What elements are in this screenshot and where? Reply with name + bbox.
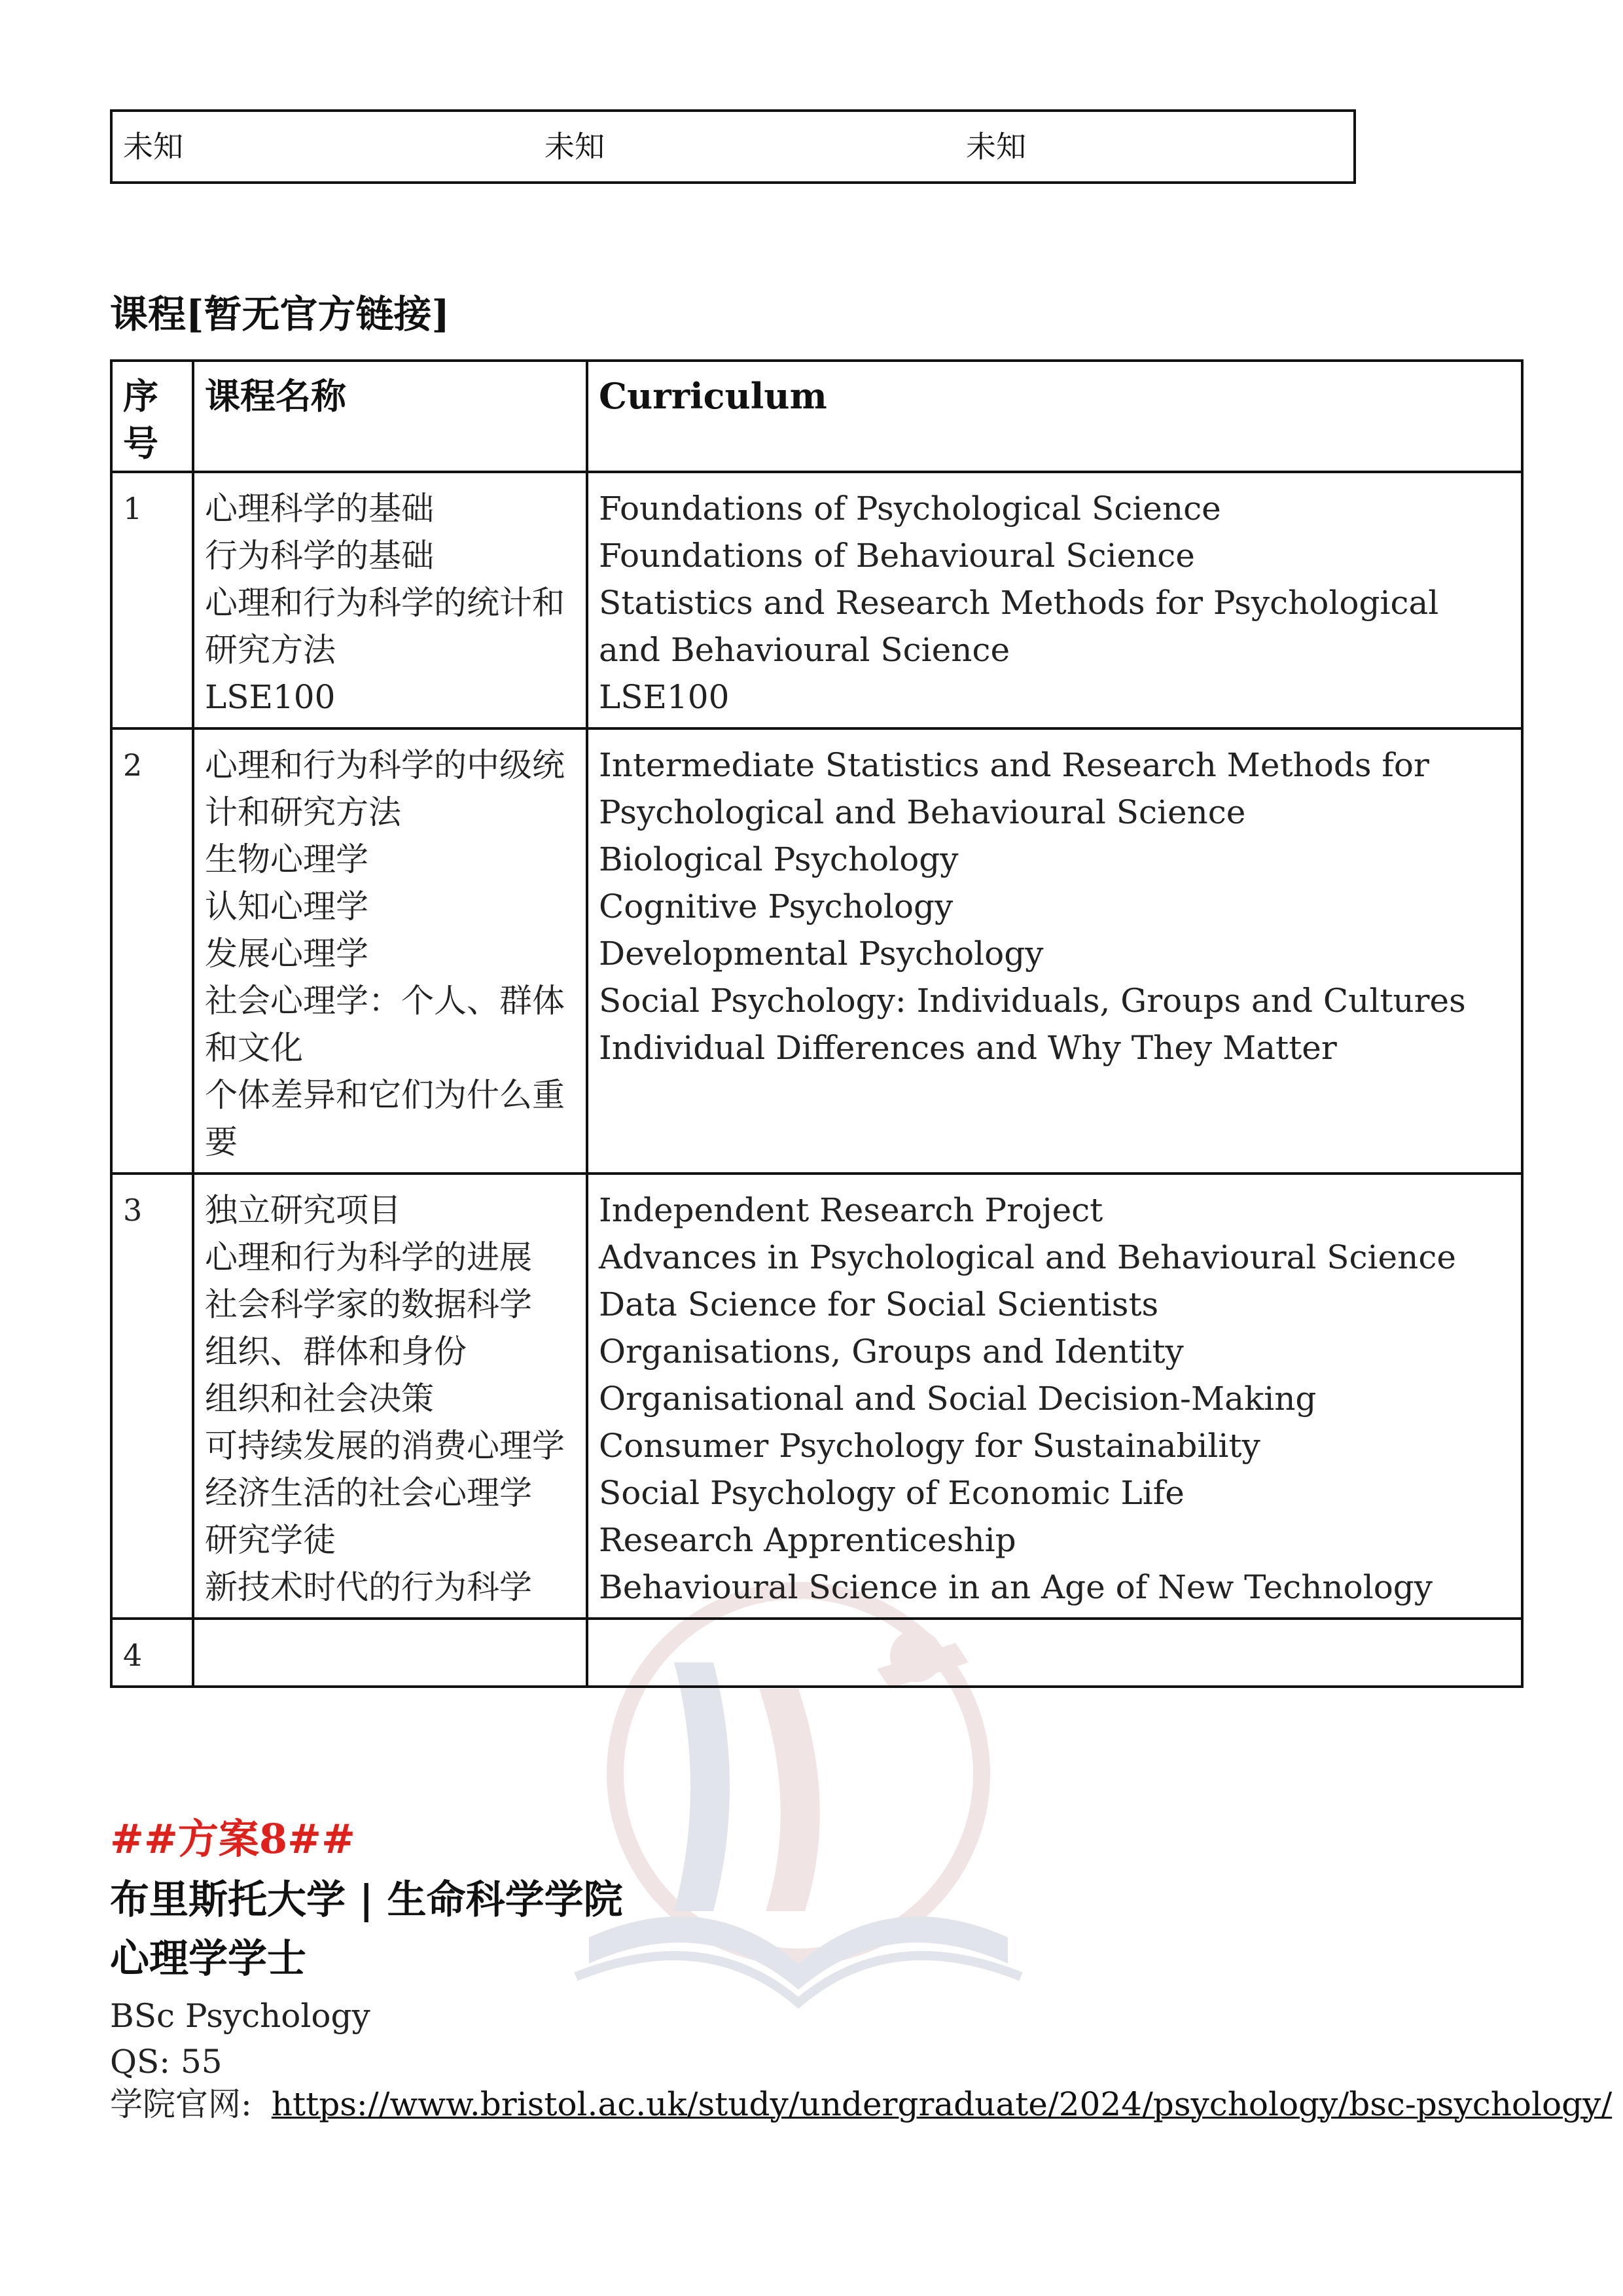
row-index: 3 [111, 1174, 193, 1619]
course-cn: 独立研究项目 [205, 1191, 401, 1229]
row-en-courses [587, 1174, 1522, 1619]
table-row [111, 728, 1522, 1174]
course-cn: 心理和行为科学的统计和研究方法 [205, 584, 565, 669]
top-cell-2: 未知 [544, 129, 605, 164]
university-line: 布里斯托大学 | 生命科学学院 [110, 1877, 623, 1923]
course-en: Foundations of Psychological Science [599, 490, 1221, 528]
course-cn: 心理和行为科学的进展 [205, 1238, 532, 1276]
row-cn-courses [193, 1619, 587, 1687]
row-cn-courses [193, 472, 587, 728]
course-en: Data Science for Social Scientists [599, 1285, 1159, 1323]
plan-label: ##方案8## [110, 1815, 355, 1863]
degree-title-cn: 心理学学士 [110, 1936, 306, 1982]
course-cn: 心理科学的基础 [205, 490, 434, 528]
course-en: Organisational and Social Decision-Making [599, 1380, 1317, 1418]
row-cn-courses [193, 1174, 587, 1619]
row-en-courses [587, 472, 1522, 728]
course-cn: 社会心理学：个人、群体和文化 [205, 982, 565, 1067]
course-cn: 研究学徒 [205, 1521, 336, 1559]
website-label: 学院官网: [110, 2085, 252, 2123]
course-cn: 可持续发展的消费心理学 [205, 1427, 565, 1465]
top-cell-1: 未知 [123, 129, 183, 164]
course-cn: 组织和社会决策 [205, 1380, 434, 1418]
course-cn: 新技术时代的行为科学 [205, 1568, 532, 1606]
curriculum-heading: 课程[暂无官方链接] [110, 292, 450, 336]
course-cn: 经济生活的社会心理学 [205, 1474, 532, 1512]
header-course-name: 课程名称 [193, 361, 587, 472]
course-en: Statistics and Research Methods for Psychological and Behavioural Science [599, 584, 1439, 669]
header-curriculum: Curriculum [587, 361, 1522, 472]
row-index: 1 [111, 472, 193, 728]
course-en: Intermediate Statistics and Research Methods for Psychological and Behavioural Science [599, 746, 1429, 831]
course-cn: LSE100 [205, 678, 336, 716]
website-line [110, 2081, 1612, 2127]
table-row [111, 472, 1522, 728]
table-row [111, 1174, 1522, 1619]
header-index: 序号 [111, 361, 193, 472]
course-en: Individual Differences and Why They Matter [599, 1029, 1337, 1067]
course-cn: 个体差异和它们为什么重要 [205, 1076, 565, 1161]
course-en: Consumer Psychology for Sustainability [599, 1427, 1260, 1465]
top-table-row [110, 109, 1356, 184]
row-index: 4 [111, 1619, 193, 1687]
course-en: Organisations, Groups and Identity [599, 1333, 1184, 1371]
table-header-row [111, 361, 1522, 472]
qs-ranking: QS: 55 [110, 2043, 223, 2081]
course-en: Independent Research Project [599, 1191, 1103, 1229]
course-en: Social Psychology: Individuals, Groups and Cultures [599, 982, 1466, 1020]
course-cn: 生物心理学 [205, 840, 368, 878]
top-cell-3: 未知 [966, 129, 1026, 164]
website-link[interactable]: https://www.bristol.ac.uk/study/undergraduate/2024/psychology/bsc-psychology/ [271, 2085, 1613, 2123]
course-cn: 组织、群体和身份 [205, 1333, 467, 1371]
course-cn: 社会科学家的数据科学 [205, 1285, 532, 1323]
course-en: Advances in Psychological and Behavioural Science [599, 1238, 1456, 1276]
course-cn: 心理和行为科学的中级统计和研究方法 [205, 746, 565, 831]
row-index: 2 [111, 728, 193, 1174]
course-en: LSE100 [599, 678, 730, 716]
curriculum-table [110, 359, 1524, 1688]
row-en-courses [587, 728, 1522, 1174]
degree-title-en: BSc Psychology [110, 1997, 370, 2035]
row-en-courses [587, 1619, 1522, 1687]
course-en: Behavioural Science in an Age of New Technology [599, 1568, 1433, 1606]
course-en: Developmental Psychology [599, 935, 1044, 973]
course-en: Social Psychology of Economic Life [599, 1474, 1185, 1512]
table-row [111, 1619, 1522, 1687]
course-cn: 发展心理学 [205, 935, 368, 973]
course-cn: 认知心理学 [205, 888, 368, 925]
course-cn: 行为科学的基础 [205, 537, 434, 575]
course-en: Foundations of Behavioural Science [599, 537, 1195, 575]
row-cn-courses [193, 728, 587, 1174]
course-en: Biological Psychology [599, 840, 959, 878]
course-en: Research Apprenticeship [599, 1521, 1016, 1559]
course-en: Cognitive Psychology [599, 888, 954, 925]
